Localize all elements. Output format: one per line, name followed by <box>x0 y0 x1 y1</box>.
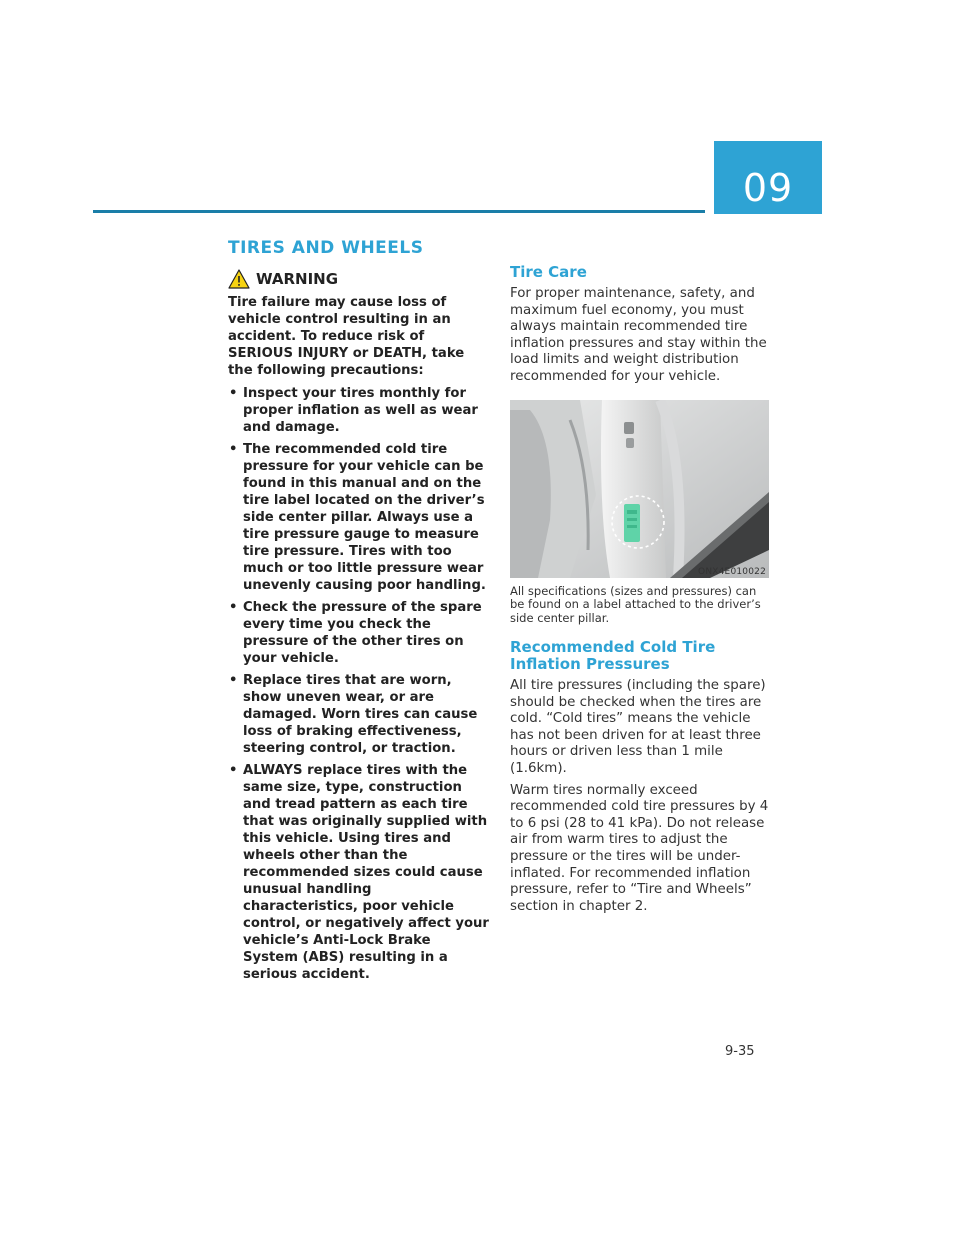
chapter-tab: 09 <box>714 141 822 214</box>
page-number: 9-35 <box>725 1044 755 1059</box>
cold-tire-paragraph: All tire pressures (including the spare) should be checked when the tires are cold. “Cold tires” means the vehicle has not been driven for at least three hours or driven less than 1 mile (1.6km). <box>510 678 766 777</box>
image-code: ONX4E010022 <box>698 566 766 577</box>
warning-item: • Inspect your tires monthly for proper inflation as well as wear and damage. <box>228 385 490 436</box>
right-column <box>510 264 772 915</box>
door-pillar-illustration <box>510 400 769 578</box>
tire-care-body: For proper maintenance, safety, and maximum fuel economy, you must always maintain recommended tire inflation pressures and stay within the load limits and weight distribution recommended for your vehicle. <box>510 286 767 384</box>
cold-tire-paragraph: Warm tires normally exceed recommended cold tire pressures by 4 to 6 psi (28 to 41 kPa). Do not release air from warm tires to adjust the pressure or the tires will be under-inflated. For recommended inflation pressure, refer to “Tire and Wheels” section in chapter 2. <box>510 782 769 914</box>
tire-label-photo <box>510 400 769 578</box>
photo-caption: All specifications (sizes and pressures) can be found on a label attached to the driver’s side center pillar. <box>510 583 761 625</box>
warning-list <box>228 385 490 983</box>
warning-header <box>228 266 490 292</box>
warning-item: • ALWAYS replace tires with the same size, type, construction and tread pattern as each tire that was originally supplied with this vehicle. Using tires and wheels other than the recommended sizes could cause unusual handling characteristics, poor vehicle control, or negatively affect your vehicle’s Anti-Lock Brake System (ABS) resulting in a serious accident. <box>228 762 490 983</box>
cold-tire-title: Recommended Cold Tire Inflation Pressures <box>510 638 716 674</box>
warning-item: • Replace tires that are worn, show uneven wear, or are damaged. Worn tires can cause loss of braking effectiveness, steering control, or traction. <box>228 672 490 757</box>
section-title: TIRES AND WHEELS <box>228 238 424 258</box>
tire-care-title: Tire Care <box>510 263 587 281</box>
warning-box <box>228 266 490 988</box>
warning-intro: Tire failure may cause loss of vehicle control resulting in an accident. To reduce risk of SERIOUS INJURY or DEATH, take the following precautions: <box>228 295 465 378</box>
header-rule <box>93 210 705 213</box>
warning-item: • Check the pressure of the spare every time you check the pressure of the other tires on your vehicle. <box>228 599 490 667</box>
warning-item: • The recommended cold tire pressure for your vehicle can be found in this manual and on the tire label located on the driver’s side center pillar. Always use a tire pressure gauge to measure tire pressure. Tires with too much or too little pressure wear unevenly causing poor handling. <box>228 441 490 594</box>
warning-label: WARNING <box>256 270 339 288</box>
warning-triangle-icon <box>228 269 250 289</box>
